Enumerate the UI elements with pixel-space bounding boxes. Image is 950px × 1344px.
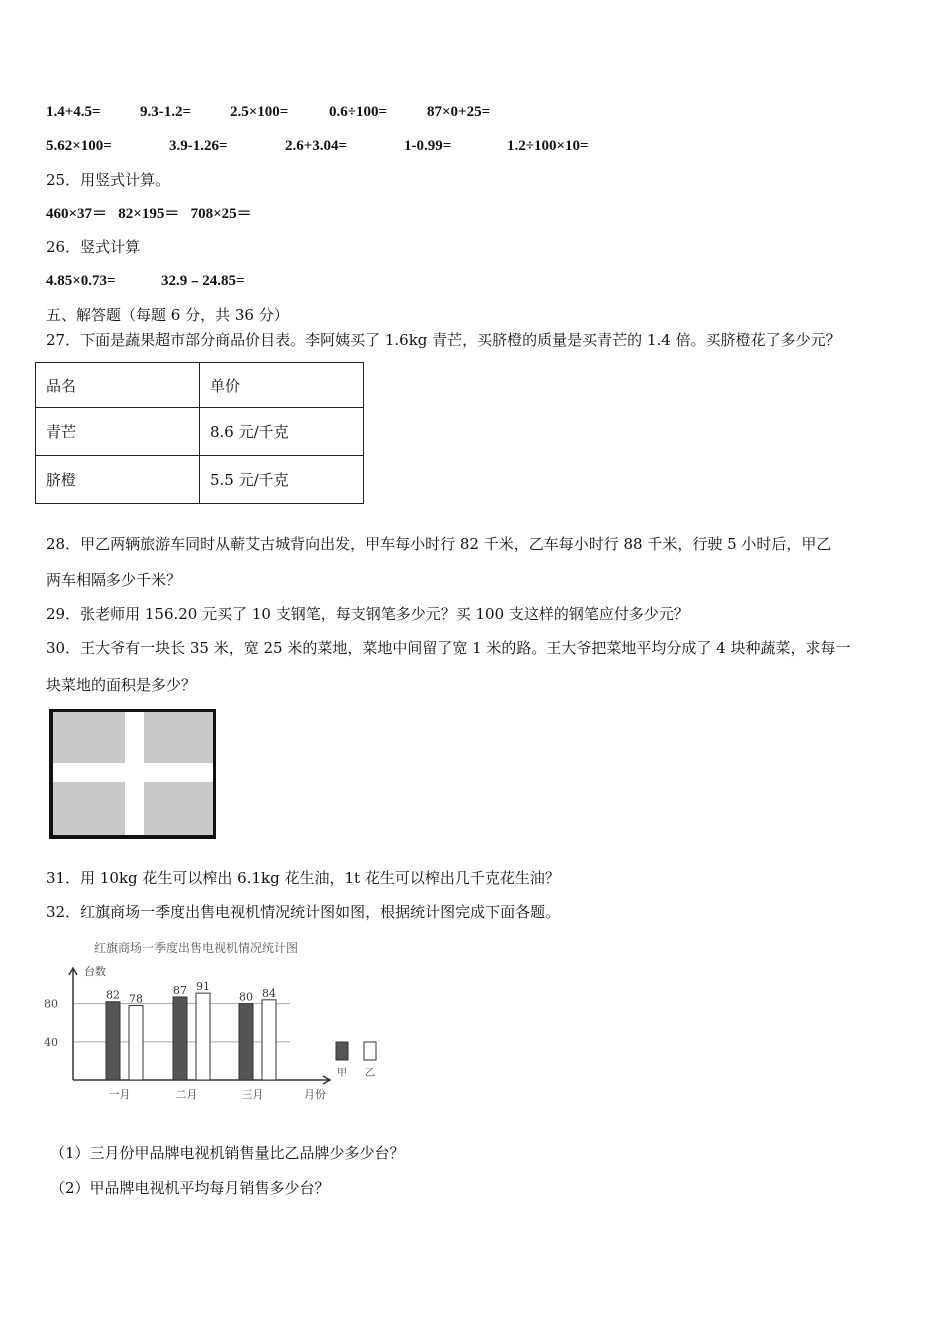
section-title: 五、解答题（每题 6 分，共 36 分） [46, 306, 289, 324]
bar [262, 1000, 276, 1080]
table-cell: 5.5 元/千克 [200, 456, 364, 504]
q25-items: 460×37＝ 82×195＝ 708×25＝ [46, 206, 252, 222]
q28-text-line1: 28．甲乙两辆旅游车同时从蕲艾古城背向出发，甲车每小时行 82 千米，乙车每小时行 88 千米，行驶 5 小时后，甲乙 [46, 535, 832, 553]
chart-ylabel: 台数 [84, 965, 106, 978]
table-row [36, 408, 364, 456]
calc-item: 4.85×0.73= [46, 273, 116, 289]
x-tick-label: 二月 [175, 1088, 198, 1101]
bar [239, 1004, 253, 1080]
calc-item: 3.9-1.26= [169, 138, 228, 154]
calc-item: 9.3-1.2= [140, 104, 192, 120]
bar-value-label: 84 [262, 986, 276, 1000]
table-row [36, 456, 364, 504]
q30-text-line2: 块菜地的面积是多少？ [46, 676, 197, 694]
calc-item: 2.5×100= [230, 104, 289, 120]
calc-item: 1.2÷100×10= [507, 138, 589, 154]
q27-text: 27．下面是蔬果超市部分商品价目表。李阿姨买了 1.6kg 青芒，买脐橙的质量是买青芒的 1.4 倍。买脐橙花了多少元？ [46, 331, 841, 349]
table-cell: 脐橙 [36, 456, 200, 504]
legend-label: 乙 [365, 1068, 375, 1079]
q31-text: 31．用 10kg 花生可以榨出 6.1kg 花生油，1t 花生可以榨出几千克花生油？ [46, 869, 560, 887]
legend-swatch [336, 1042, 348, 1060]
tv-sales-bar-chart [40, 930, 400, 1110]
calc-item: 2.6+3.04= [285, 138, 348, 154]
q26-title: 26．竖式计算 [46, 238, 141, 256]
q25-title: 25．用竖式计算。 [46, 171, 171, 189]
q32-text: 32．红旗商场一季度出售电视机情况统计图如图，根据统计图完成下面各题。 [46, 903, 561, 921]
vegetable-field-diagram [49, 709, 216, 839]
x-tick-label: 三月 [241, 1088, 264, 1101]
table-cell: 青芒 [36, 408, 200, 456]
calc-item: 1-0.99= [404, 138, 452, 154]
q28-text-line2: 两车相隔多少千米？ [46, 571, 182, 589]
table-row [36, 363, 364, 408]
calc-item: 5.62×100= [46, 138, 112, 154]
chart-title: 红旗商场一季度出售电视机情况统计图 [94, 941, 299, 955]
legend-label: 甲 [337, 1068, 347, 1079]
q32-sub2: （2）甲品牌电视机平均每月销售多少台？ [50, 1179, 330, 1197]
y-tick-label: 40 [44, 1035, 58, 1049]
q32-sub1: （1）三月份甲品牌电视机销售量比乙品牌少多少台？ [50, 1144, 405, 1162]
road-horizontal [53, 763, 213, 782]
bar-value-label: 78 [129, 992, 143, 1006]
table-cell: 8.6 元/千克 [200, 408, 364, 456]
table-header-cell: 单价 [200, 363, 364, 408]
bar [129, 1006, 143, 1080]
bar [196, 993, 210, 1080]
bar [106, 1002, 120, 1080]
price-table [35, 362, 364, 504]
calc-item: 1.4+4.5= [46, 104, 101, 120]
bar-value-label: 91 [196, 980, 210, 994]
q29-text: 29．张老师用 156.20 元买了 10 支钢笔，每支钢笔多少元？买 100 支这样的钢笔应付多少元？ [46, 605, 689, 623]
bar-value-label: 82 [106, 988, 120, 1002]
chart-xlabel: 月份 [304, 1088, 326, 1101]
bar-value-label: 80 [239, 990, 253, 1004]
x-tick-label: 一月 [108, 1088, 131, 1101]
bar-value-label: 87 [173, 983, 187, 997]
legend-swatch [364, 1042, 376, 1060]
q30-text-line1: 30．王大爷有一块长 35 米，宽 25 米的菜地，菜地中间留了宽 1 米的路。王大爷把菜地平均分成了 4 块种蔬菜，求每一 [46, 639, 851, 657]
calc-item: 87×0+25= [427, 104, 491, 120]
y-tick-label: 80 [44, 997, 58, 1011]
table-header-cell: 品名 [36, 363, 200, 408]
calc-item: 0.6÷100= [329, 104, 388, 120]
calc-item: 32.9﹣24.85= [161, 273, 245, 289]
bar [173, 997, 187, 1080]
